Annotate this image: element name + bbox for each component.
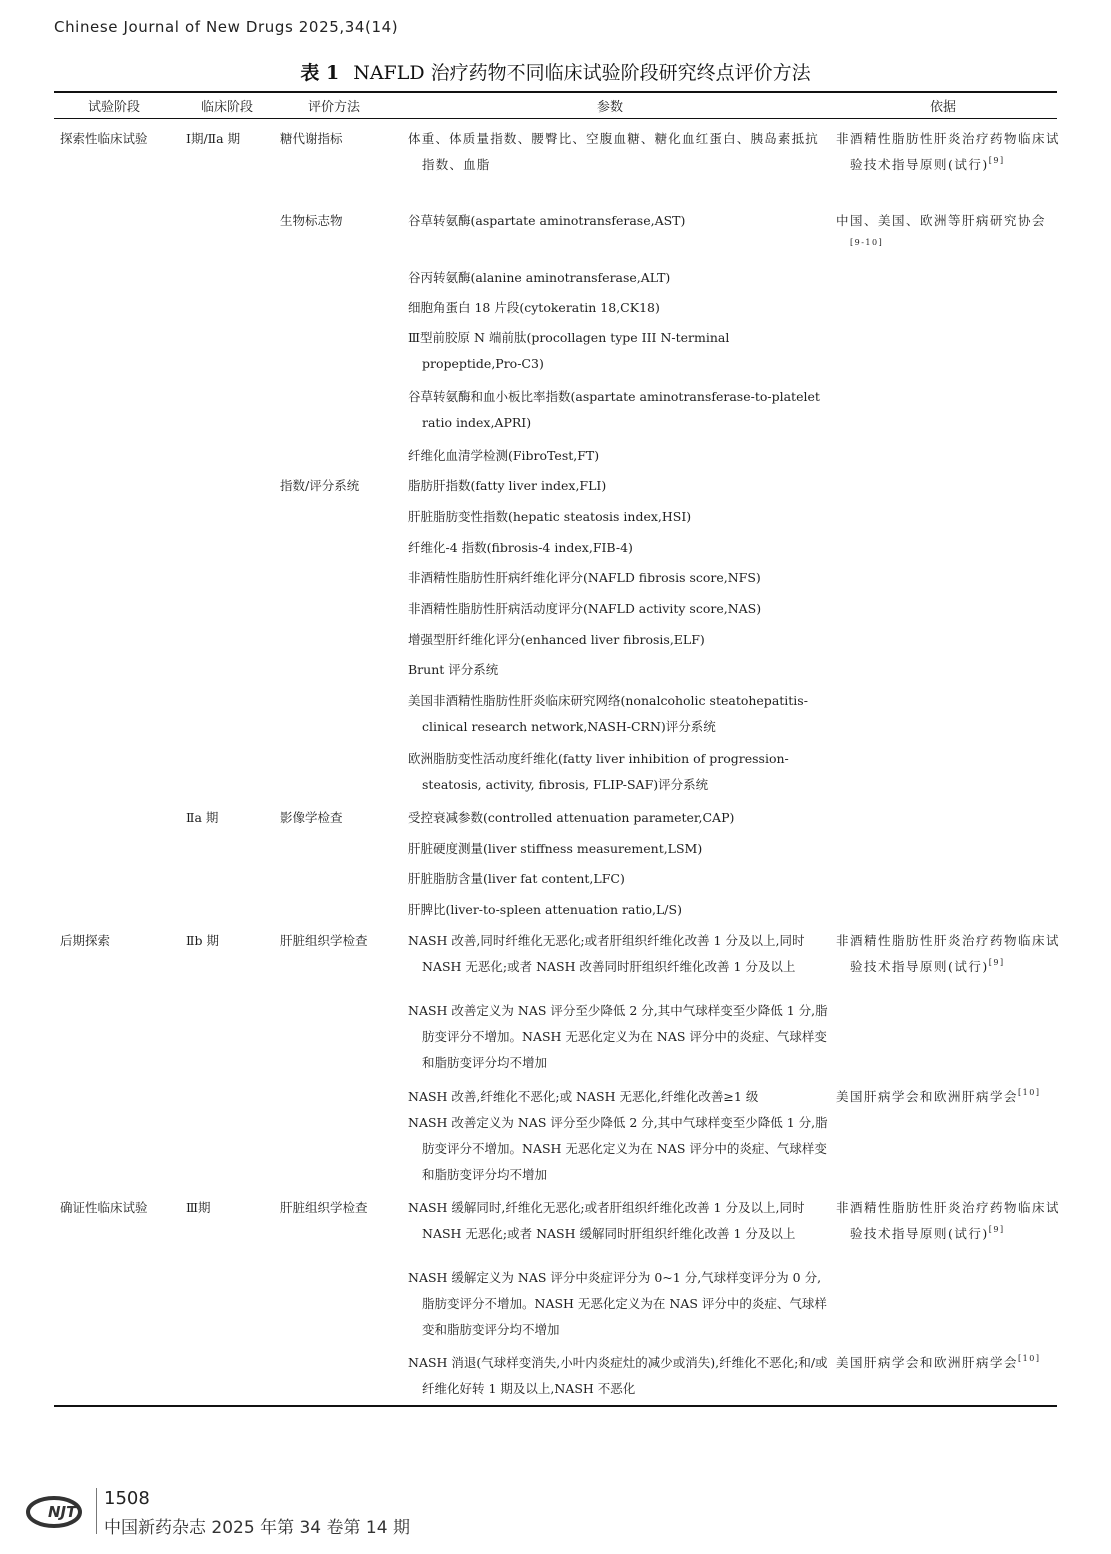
column-header-parameter: 参数	[596, 100, 623, 115]
table-cell: 肝脏脂肪变性指数(hepatic steatosis index,HSI)	[408, 509, 692, 524]
table-cell: 脂肪肝指数(fatty liver index,FLI)	[408, 478, 607, 493]
column-header-basis: 依据	[929, 100, 956, 115]
column-header-phase: 临床阶段	[200, 100, 253, 115]
table-cell: Ⅲ期	[186, 1200, 211, 1215]
table-cell	[836, 1350, 1060, 1376]
table-cell: NASH 改善,纤维化不恶化;或 NASH 无恶化,纤维化改善≥1 级	[408, 1089, 759, 1104]
table-cell: NASH 缓解同时,纤维化无恶化;或者肝组织纤维化改善 1 分及以上,同时 NASH 无恶化;或者 NASH 缓解同时肝组织纤维化改善 1 分及以上	[408, 1200, 805, 1241]
table-cell: 欧洲脂肪变性活动度纤维化(fatty liver inhibition of progression-steatosis, activity, fibrosis, FLIP-SAF)评分系统	[408, 751, 789, 792]
reference-text: 非酒精性脂肪性肝炎治疗药物临床试验技术指导原则(试行)	[836, 933, 1061, 974]
table-cell: NASH 改善,同时纤维化无恶化;或者肝组织纤维化改善 1 分及以上,同时 NASH 无恶化;或者 NASH 改善同时肝组织纤维化改善 1 分及以上	[408, 933, 805, 974]
table-cell: 纤维化-4 指数(fibrosis-4 index,FIB-4)	[408, 540, 633, 555]
citation-marker: [9-10]	[850, 238, 884, 247]
table-cell: 细胞角蛋白 18 片段(cytokeratin 18,CK18)	[408, 300, 660, 315]
table-cell: NASH 改善定义为 NAS 评分至少降低 2 分,其中气球样变至少降低 1 分,脂肪变评分不增加。NASH 无恶化定义为在 NAS 评分中的炎症、气球样变和脂肪变评分均不增加	[408, 1115, 828, 1182]
table-cell: 体重、体质量指数、腰臀比、空腹血糖、糖化血红蛋白、胰岛素抵抗指数、血脂	[408, 131, 820, 172]
citation-marker: [10]	[1018, 1354, 1041, 1363]
citation-marker: [10]	[1018, 1088, 1041, 1097]
table-cell: 生物标志物	[280, 213, 343, 228]
table-cell: 后期探索	[60, 933, 111, 948]
citation-marker: [9]	[988, 1225, 1005, 1234]
logo-lettering: NJT	[48, 1503, 77, 1521]
table-cell	[836, 1084, 1060, 1110]
table-cell: 纤维化血清学检测(FibroTest,FT)	[408, 448, 600, 463]
page-number: 1508	[104, 1488, 150, 1509]
table-cell: 影像学检查	[280, 810, 343, 825]
table-cell	[836, 126, 1060, 178]
footer-divider	[96, 1488, 97, 1534]
citation-marker: [9]	[988, 958, 1005, 967]
table-caption: NAFLD 治疗药物不同临床试验阶段研究终点评价方法	[353, 62, 811, 84]
journal-logo-icon	[24, 1490, 94, 1530]
table-cell: 探索性临床试验	[60, 131, 148, 146]
table-cell: 谷草转氨酶(aspartate aminotransferase,AST)	[408, 213, 686, 228]
table-cell: NASH 缓解定义为 NAS 评分中炎症评分为 0~1 分,气球样变评分为 0 分,脂肪变评分不增加。NASH 无恶化定义为在 NAS 评分中的炎症、气球样变和脂肪变评分均不增加	[408, 1270, 827, 1337]
table-cell: Ⅲ型前胶原 N 端前肽(procollagen type III N-terminal propeptide,Pro-C3)	[408, 330, 730, 371]
table-cell: NASH 改善定义为 NAS 评分至少降低 2 分,其中气球样变至少降低 1 分,脂肪变评分不增加。NASH 无恶化定义为在 NAS 评分中的炎症、气球样变和脂肪变评分均不增加	[408, 1003, 828, 1070]
table-cell: 非酒精性脂肪性肝病纤维化评分(NAFLD fibrosis score,NFS)	[408, 570, 761, 585]
column-header-stage: 试验阶段	[87, 100, 140, 115]
table-cell: 肝脏组织学检查	[280, 1200, 368, 1215]
table-cell: 肝脾比(liver-to-spleen attenuation ratio,L/S)	[408, 902, 682, 917]
table-cell: 受控衰减参数(controlled attenuation parameter,CAP)	[408, 810, 735, 825]
table-cell: 糖代谢指标	[280, 131, 343, 146]
table-cell: 谷丙转氨酶(alanine aminotransferase,ALT)	[408, 270, 671, 285]
table-cell: 美国非酒精性脂肪性肝炎临床研究网络(nonalcoholic steatohepatitis-clinical research network,NASH-CRN)评分系统	[408, 693, 808, 734]
table-cell: Brunt 评分系统	[408, 662, 499, 677]
reference-text: 美国肝病学会和欧洲肝病学会	[836, 1089, 1019, 1104]
table-cell: 非酒精性脂肪性肝病活动度评分(NAFLD activity score,NAS)	[408, 601, 762, 616]
table-cell: 谷草转氨酶和血小板比率指数(aspartate aminotransferase-to-platelet ratio index,APRI)	[408, 389, 820, 430]
table-number: 表 1	[300, 62, 340, 84]
table-cell: 确证性临床试验	[60, 1200, 148, 1215]
reference-text: 非酒精性脂肪性肝炎治疗药物临床试验技术指导原则(试行)	[836, 1200, 1061, 1241]
table-cell	[836, 928, 1060, 980]
column-header-method: 评价方法	[307, 100, 360, 115]
table-cell: 肝脏硬度测量(liver stiffness measurement,LSM)	[408, 841, 703, 856]
reference-text: 中国、美国、欧洲等肝病研究协会	[836, 213, 1047, 228]
table-cell: Ⅱa 期	[186, 810, 219, 825]
table-cell: Ⅱb 期	[186, 933, 219, 948]
citation-marker: [9]	[988, 156, 1005, 165]
table-cell: 肝脏组织学检查	[280, 933, 368, 948]
table-cell: 指数/评分系统	[280, 478, 360, 493]
table-cell	[836, 1195, 1060, 1247]
reference-text: 非酒精性脂肪性肝炎治疗药物临床试验技术指导原则(试行)	[836, 131, 1061, 172]
table-cell: 肝脏脂肪含量(liver fat content,LFC)	[408, 871, 625, 886]
table-cell: Ⅰ期/Ⅱa 期	[186, 131, 241, 146]
running-header: Chinese Journal of New Drugs 2025,34(14)	[54, 18, 399, 36]
table-cell: NASH 消退(气球样变消失,小叶内炎症灶的减少或消失),纤维化不恶化;和/或纤维化好转 1 期及以上,NASH 不恶化	[408, 1355, 828, 1396]
table-cell: 增强型肝纤维化评分(enhanced liver fibrosis,ELF)	[408, 632, 705, 647]
reference-text: 美国肝病学会和欧洲肝病学会	[836, 1355, 1019, 1370]
table-cell	[836, 208, 1060, 260]
journal-issue-line: 中国新药杂志 2025 年第 34 卷第 14 期	[104, 1518, 410, 1538]
